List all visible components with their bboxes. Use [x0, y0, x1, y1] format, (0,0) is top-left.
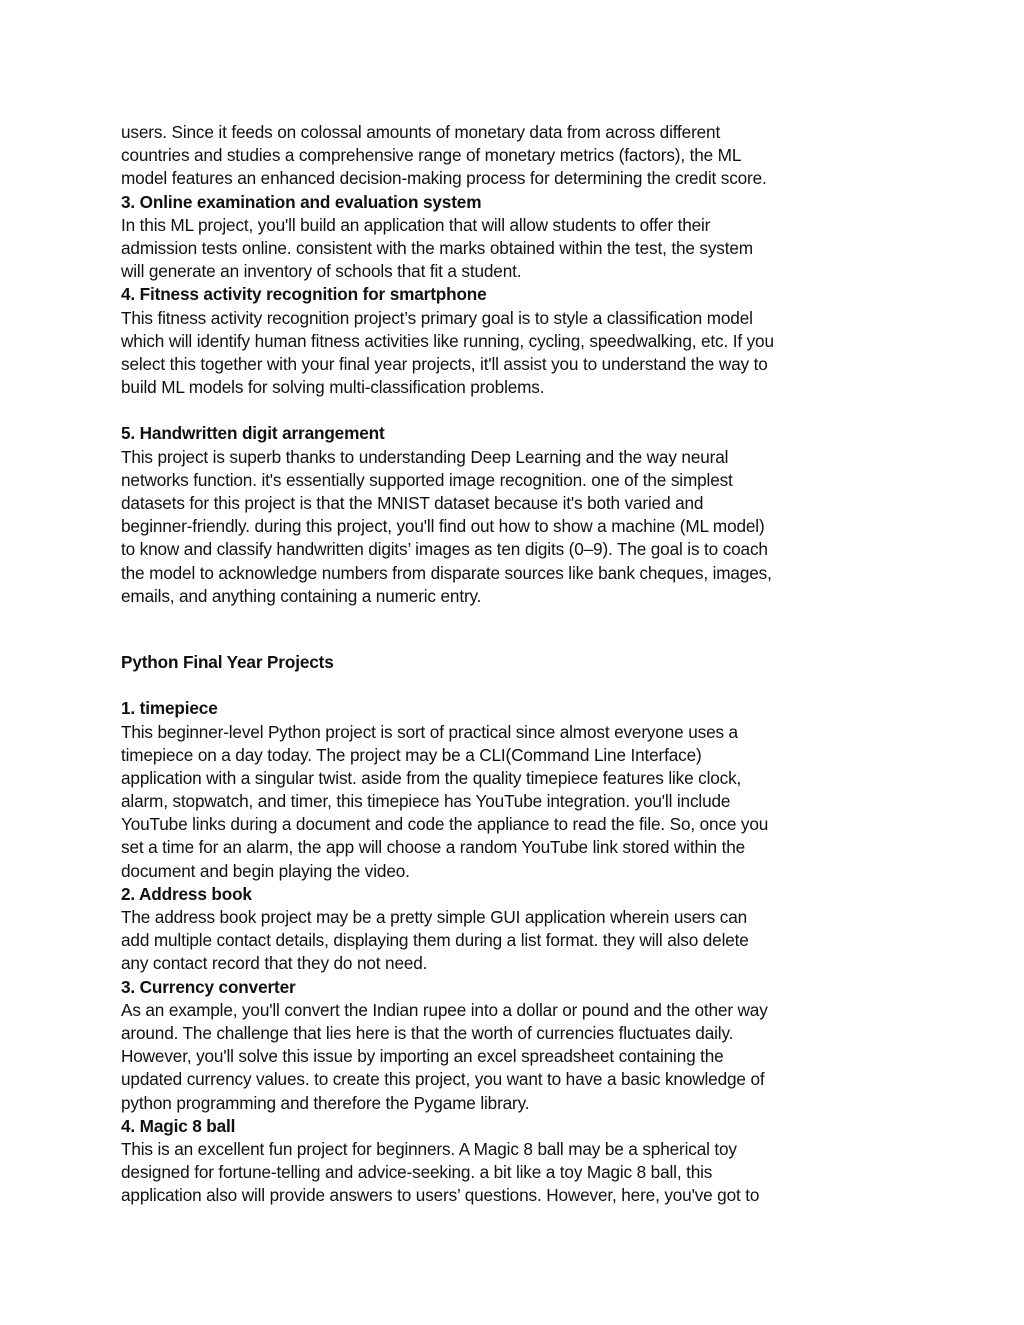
text-line: around. The challenge that lies here is that the worth of currencies fluctuates daily. [121, 1022, 734, 1043]
intro-paragraph [121, 121, 911, 191]
text-line: designed for fortune-telling and advice-seeking. a bit like a toy Magic 8 ball, this [121, 1162, 713, 1183]
text-line: In this ML project, you'll build an application that will allow students to offer their [121, 214, 711, 235]
text-line: which will identify human fitness activities like running, cycling, speedwalking, etc. If you [121, 330, 774, 351]
text-line: countries and studies a comprehensive range of monetary metrics (factors), the ML [121, 145, 742, 166]
text-line: This fitness activity recognition project’s primary goal is to style a classification model [121, 307, 753, 328]
ml-project-fitness-recognition [121, 283, 911, 399]
section-heading: 3. Currency converter [121, 976, 296, 997]
text-line: to know and classify handwritten digits’ images as ten digits (0–9). The goal is to coach [121, 539, 768, 560]
text-line: datasets for this project is that the MNIST dataset because it's both varied and [121, 493, 704, 513]
text-line: This project is superb thanks to understanding Deep Learning and the way neural [121, 446, 729, 467]
text-line: application with a singular twist. aside from the quality timepiece features like clock, [121, 767, 742, 788]
section-heading: 5. Handwritten digit arrangement [121, 423, 385, 444]
text-line: updated currency values. to create this project, you want to have a basic knowledge of [121, 1069, 765, 1090]
text-line: any contact record that they do not need. [121, 953, 428, 974]
section-heading: 3. Online examination and evaluation system [121, 191, 482, 212]
text-line: model features an enhanced decision-making process for determining the credit score. [121, 168, 767, 189]
text-line: beginner-friendly. during this project, you'll find out how to show a machine (ML model) [121, 516, 765, 537]
text-line: python programming and therefore the Pygame library. [121, 1092, 530, 1113]
text-line: As an example, you'll convert the Indian rupee into a dollar or pound and the other way [121, 999, 768, 1020]
text-line: select this together with your final year projects, it'll assist you to understand the way to [121, 353, 768, 374]
text-line: application also will provide answers to users’ questions. However, here, you've got to [121, 1185, 760, 1206]
section-title: Python Final Year Projects [121, 651, 334, 672]
text-line: set a time for an alarm, the app will choose a random YouTube link stored within the [121, 837, 746, 858]
text-line: will generate an inventory of schools that fit a student. [121, 261, 522, 282]
text-line: This beginner-level Python project is sort of practical since almost everyone uses a [121, 721, 738, 742]
text-line: timepiece on a day today. The project may be a CLI(Command Line Interface) [121, 744, 702, 765]
text-line: YouTube links during a document and code the appliance to read the file. So, once you [121, 814, 769, 835]
text-line: The address book project may be a pretty simple GUI application wherein users can [121, 907, 748, 927]
section-heading: 4. Fitness activity recognition for smartphone [121, 284, 487, 305]
ml-project-handwritten-digit [121, 422, 911, 608]
text-line: users. Since it feeds on colossal amounts of monetary data from across different [121, 122, 721, 142]
section-heading: 2. Address book [121, 883, 252, 904]
text-line: alarm, stopwatch, and timer, this timepiece has YouTube integration. you'll include [121, 791, 731, 812]
python-project-timepiece [121, 697, 911, 883]
python-project-currency-converter [121, 976, 911, 1115]
text-line: admission tests online. consistent with the marks obtained within the test, the system [121, 237, 753, 258]
document-page [121, 121, 911, 1207]
text-line: This is an excellent fun project for beginners. A Magic 8 ball may be a spherical toy [121, 1138, 737, 1159]
section-heading: 1. timepiece [121, 698, 218, 719]
text-line: add multiple contact details, displaying them during a list format. they will also delete [121, 930, 749, 951]
python-project-address-book [121, 883, 911, 976]
text-line: emails, and anything containing a numeric entry. [121, 585, 482, 606]
paragraph-gap [121, 608, 911, 651]
text-line: document and begin playing the video. [121, 860, 410, 881]
text-line: However, you'll solve this issue by importing an excel spreadsheet containing the [121, 1046, 724, 1067]
paragraph-gap [121, 674, 911, 697]
python-project-magic-8-ball [121, 1115, 911, 1208]
ml-project-online-examination [121, 191, 911, 284]
text-line: the model to acknowledge numbers from disparate sources like bank cheques, images, [121, 562, 772, 583]
text-line: networks function. it's essentially supported image recognition. one of the simplest [121, 469, 733, 490]
text-line: build ML models for solving multi-classification problems. [121, 377, 545, 398]
paragraph-gap [121, 399, 911, 422]
section-heading: 4. Magic 8 ball [121, 1115, 236, 1136]
